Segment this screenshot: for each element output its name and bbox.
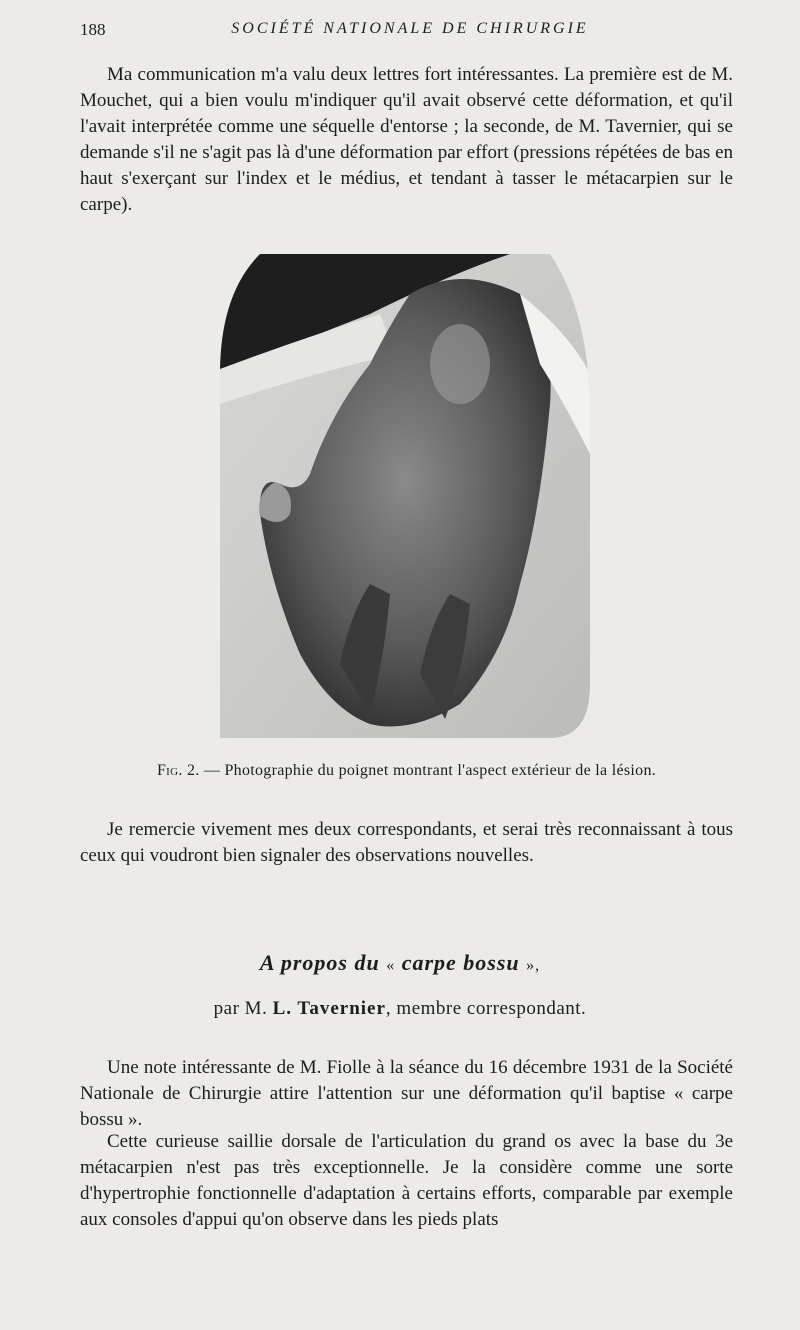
- article-byline: [0, 998, 800, 1020]
- figure-photograph: [220, 254, 590, 738]
- journal-title: SOCIÉTÉ NATIONALE DE CHIRURGIE: [231, 20, 589, 37]
- article-title: [0, 950, 800, 976]
- article-title-prefix: A propos du: [259, 950, 387, 975]
- article-title-quoted: carpe bossu: [395, 950, 527, 975]
- running-head: [80, 20, 740, 44]
- paragraph-thanks: Je remercie vivement mes deux correspondants, et serai très reconnaissant à tous ceux qui voudront bien signaler des observations nouvelles.: [80, 819, 733, 866]
- close-quote: »: [526, 957, 536, 974]
- caption-dash: —: [199, 762, 225, 779]
- author-name: L. Tavernier: [272, 998, 386, 1019]
- paragraph-hypertrophy: Cette curieuse saillie dorsale de l'articulation du grand os avec la base du 3e métacarpien n'est pas très exceptionnelle. Je la considère comme une sorte d'hypertrophie fonctionnelle d'adaptation à certains efforts, comparable par exemple aux consoles d'appui qu'on observe dans les pieds plats: [80, 1131, 733, 1230]
- figure-label: Fig. 2.: [156, 762, 200, 779]
- byline-prefix: par M.: [213, 998, 273, 1019]
- article-title-suffix: ,: [535, 957, 541, 974]
- paragraph-note: Une note intéressante de M. Fiolle à la séance du 16 décembre 1931 de la Société Nationale de Chirurgie attire l'attention sur une déformation qu'il baptise « carpe bossu ».: [80, 1057, 733, 1130]
- figure-caption: [80, 762, 733, 780]
- caption-text: Photographie du poignet montrant l'aspect extérieur de la lésion.: [224, 762, 657, 779]
- wrist-photograph-image: [220, 254, 590, 738]
- paragraph-communication: Ma communication m'a valu deux lettres fort intéressantes. La première est de M. Mouchet, qui a bien voulu m'indiquer qu'il avait observé cette déformation, et qu'il l'avait interprétée comme une séquelle d'entorse ; la seconde, de M. Tavernier, qui se demande s'il ne s'agit pas là d'une déformation par effort (pressions répétées de bas en haut s'exerçant sur l'index et le médius, et tendant à tasser le métacarpien sur le carpe).: [80, 64, 733, 215]
- open-quote: «: [386, 957, 396, 974]
- byline-suffix: , membre correspondant.: [385, 998, 587, 1019]
- page-number: 188: [80, 20, 106, 39]
